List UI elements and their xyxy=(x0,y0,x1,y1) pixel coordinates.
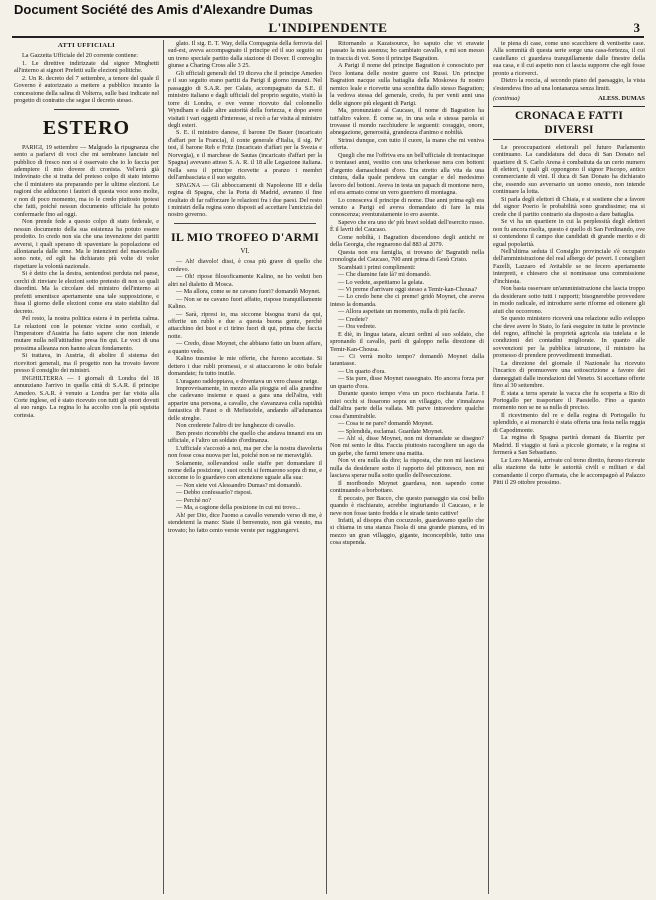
paragraph: Gli ufficiali generali del 19 diceva che il principe Amedeo e il suo seguito erano partiti da Parigi il giorno innanzi. Nel passaggio di S.A.R. per Calais, accompagnato da S.E. il ministro italiano e dagli ufficiali del proprio seguito, visitò la torre di Londra, e ove venne ricevuto dal colonnello Wyndham e dalle altre autorità della fortezza, e dopo avere visitati i vari oggetti d'interesse, si recò a far visita al ministro degli esteri. xyxy=(168,69,322,129)
author-name: ALESS. DUMAS xyxy=(598,95,645,103)
column-3 xyxy=(330,40,484,894)
divider xyxy=(54,109,119,110)
paragraph: Improvvisamente, in mezzo alla pioggia ed alla grandine che cadevano insieme e quasi a gara una dell'altra, vidi apparire una persona, a cavallo, che s'avanzava colla rapidità fantastica di Faust o di Mefistofele, andando all'adunanza delle streghe. xyxy=(168,385,322,422)
paragraph: Ma, pronunziato al Caucaso, il nome di Bagration ha tutt'altro valore. È come se, in una sola e stessa parola si trovasse il mondo racchiudere le seguenti: coraggio, onore, abnegazione, generosità, grandezza d'animo e nobiltà. xyxy=(330,107,484,137)
paragraph: Quegli che me l'offriva era un bell'ufficiale di trentacinque o trentasei anni, vestito con una tcherkesse nera con bottoni d'argento damaschinati d'oro. Era stretto alla vita da una cintura, dalla quale pendeva un cangiar e del medesimo lavoro del bottoni. Aveva in testa un papach di montone nero, ed era armato come un vero guerriero di montagna. xyxy=(330,151,484,197)
paragraph: Si è detto che la destra, sentendosi perduta nel paese, cerchi di rinviare le elezioni sotto pretesto di non so quali disordini. Ma la circolare del ministro dell'interno ai prefetti smentisce apertamente una tale supposizione, e fissa il giorno delle elezioni come era stato stabilito dal decreto. xyxy=(14,270,159,315)
continua-note: (continua) xyxy=(493,95,520,103)
paragraph: Le preoccupazioni elettorali pel futuro Parlamento continuano. La candidatura del duca di San Donato nel quartiere di S. Carlo Arena è combattuta da un certo numero di elettori, i quali gli oppongono il signor Piscopo, antico commerciante di vini. Il duca di San Donato ha dichiarato che, essendo suo avversario un uomo onesto, non intende continuare la lotta. xyxy=(493,143,645,196)
paragraph: Non basta osservare un'amministrazione che lascia troppo da desiderare sotto tutti i rapporti; bisognerebbe provvedere in modo radicale, ed introdurre serie riforme ed ottenere gli aiuti che occorrono. xyxy=(493,285,645,315)
dialogue-line: — Ah! diavolo! dissi, è cosa più grave di quello che credevo. xyxy=(168,258,322,273)
paragraph: Scambiati i primi complimenti: xyxy=(338,263,416,271)
dialogue-line: — Ma allora, come se ne cavano fuori? domandò Moynet. xyxy=(176,288,321,296)
divider xyxy=(174,223,316,224)
paragraph: — Credo, disse Moynet, che abbiano fatto un buon affare, a quanto vedo. xyxy=(168,340,322,355)
paragraph: Sapevo che era uno de' più bravi soldati dell'esercito russo. È il lavrit del Caucaso. xyxy=(330,218,484,234)
dialogue-line: — Sia pure, disse Moynet rassegnato. Ho ancora forza per un quarto d'ora. xyxy=(330,375,484,390)
dialogue-line: — Non se ne cavano fuori affatto, rispose tranquillamente Kalino. xyxy=(168,295,322,311)
header-rule xyxy=(12,36,644,38)
banner-title: Document Société des Amis d'Alexandre Dumas xyxy=(14,2,313,17)
paragraph: Se questo ministero riceverà una relazione sullo sviluppo che deve avere lo Stato, lo farà eseguire in tutte le provincie del regno, affinchè la proprietà agricola sia tutelata e le condizioni dei contadini migliorate. In quanto alle sovvenzioni per la pubblica istruzione, il ministro ha promesso di prendere provvedimenti immediati. xyxy=(493,315,645,360)
newspaper-title: L'INDIPENDENTE xyxy=(268,20,388,35)
paragraph: — Sarà, ripresi io, ma siccome bisogna trarsi da qui, offerite un rublo e due a questa buona gente, perchè attacchino dei buoi e ci tirino fuori di qui, prima che faccia notte. xyxy=(168,310,322,340)
paragraph: Ben presto riconobbi che quello che andava innanzi era un ufficiale, e l'altro un soldato d'ordinanza. xyxy=(168,429,322,445)
dialogue-line: — Cosa te ne pare? domandò Moynet. xyxy=(338,420,434,428)
signature-line xyxy=(493,95,645,102)
column-4 xyxy=(493,40,645,894)
paragraph: INGHILTERRA — I giornali di Londra del 18 annunziano l'arrivo in quella città di S.A.R. il principe Amedeo. S.A.R. è venuto a Londra per far visita alla Corte inglese, ed è stato ricevuto con tutti gli onori dovuti al suo rango. La regina lo ha accolto con la più squisita cortesia. xyxy=(14,374,159,419)
dialogue-line: — Ma, a cagione della posizione in cui mi trovo... xyxy=(176,504,301,512)
dialogue-line: — Debbo confessarlo? risposi. xyxy=(176,489,253,497)
section-heading-estero: ESTERO xyxy=(42,116,131,139)
page-number: 3 xyxy=(633,20,640,35)
dialogue-line: — Ora vedrete. xyxy=(338,323,377,331)
paragraph: Le Loro Maestà, arrivate col treno diretto, furono ricevute alla stazione da tutte le autorità civili e militari e dal comandante il corpo d'armata, che le accompagnò al Palazzo Pitti il 29 ottobre prossimo. xyxy=(493,456,645,487)
paragraph: glato. Il sig. E. T. Way, della Compagnia della ferrovia del sud-est, aveva accompagnato il principe ed il suo seguito su un treno speciale partito dalla stazione di Dover. Il convoglio giunse a Charing Cross alle 3 25. xyxy=(168,40,322,70)
dialogue-line: — Non siete voi Alessandro Dumas? mi domandò. xyxy=(176,481,302,489)
paragraph: Durante questo tempo v'era un poco rischiarata l'aria. I miei occhi si fissarono sopra un villaggio, che s'innalzava dall'altra parte della vallata. Mi parve intravedere qualche cosa d'ammirabile. xyxy=(330,390,484,420)
paragraph: Dietro la roccia, al secondo piano del paesaggio, la vista s'estendeva fino ad una lontananza senza limiti. xyxy=(493,77,645,92)
paragraph: L'ufficiale s'accostò a noi, ma per che la nostra diavoleria non fosse cosa nuova per lui, poiché non se ne meravigliò. xyxy=(168,444,322,460)
paragraph: S. E. il ministro danese, il barone De Bauer (incaricato d'affari per la Francia), il conte generale d'Italia, il sig. Pe' tesi, il barone Reh e Fritz (incaricato d'affari per la Svezia e Norvegia), e il marchese de Sautas (incaricato d'affari per la Spagna) avevano atteso S. A. R. il 18 alle Legazione italiana. Nella sera il principe ricevette a pranzo i membri dell'ambasciata e il suo seguito. xyxy=(168,129,322,182)
paragraph: PARIGI, 19 settembre — Malgrado la ripugnanza che sento a parlarvi di voci che mi sembrano lanciate nel pubblico di fresco non si è osservato che io lo faccia per adempiere il mio dovere di cronista. Vel'avrà già indovinato che si tratta del preteso colpo di stato interno che il ministero sta preparando per le ultime elezioni. Le ragioni che adducono i fautori di questa voce sono molte, e non di poco momento, ma io le credo piuttosto ipotesi che fatti, poiché nessun documento ufficiale ha potuto confermarle fino ad oggi. xyxy=(14,143,159,218)
paragraph: Infatti, al disopra d'un cocuzzolo, guardavamo quello che si chiama in una stanza l'isola di una grande pianura, ed in mezzo un gran villaggio, gigante, inconcepibile, tutto una cosa stupenda. xyxy=(330,517,484,547)
paragraph: SPAGNA — Gli abboccamenti di Napoleone III e della regina di Spagna, che la Porta di Madrid, avranno il fine risultato di far rafforzare le relazioni fra i due paesi. Del resto i ministri della regina sono disposti ad accettare l'amicizia del nostro governo. xyxy=(168,181,322,219)
dialogue-line: — Oh! ripose filosoficamente Kalino, ne ho veduti ben altri nel dialetto di Mosca. xyxy=(168,273,322,288)
paragraph: Non crederete l'altro di tre lunghezze di cavallo. xyxy=(176,422,295,430)
column-divider xyxy=(326,40,327,894)
dialogue-line: — Che diamine fate là? mi domandò. xyxy=(338,271,431,279)
paragraph: Solamente, sollevandosi sulle staffe per domandare il nome della posizione, i suoi occhi si fermarono sopra di me, e siccome io lo guardavo con attenzione uguale alla sua: xyxy=(168,459,322,482)
dialogue-line: — Perchè no? xyxy=(176,496,212,504)
paragraph: E diè, in lingua tatara, alcuni ordini al suo soldato, che spronando il cavallo, partì di galoppo nella direzione di Temir-Kan-Chousa. xyxy=(330,330,484,353)
dialogue-line: — Ci verrà molto tempo? domandò Moynet dalla tarantasse. xyxy=(330,353,484,368)
feuilleton-title: IL MIO TROFEO D'ARMI xyxy=(170,229,320,244)
paragraph: È peccato, per Bacco, che questo paesaggio sia così bello quando è rischiarato, acrebbe ingiuriando il Caucaso, e le neve non fosse tanto fredda e le strade tanto cattive! xyxy=(330,494,484,517)
paragraph: L'uragano raddoppiava, e diventava un vero chasse neige. xyxy=(176,377,319,385)
section-heading-atti-ufficiali: ATTI UFFICIALI xyxy=(57,42,116,49)
dialogue-line: — Un quarto d'ora. xyxy=(338,367,386,375)
dialogue-line: — Lo vedete, aspettiamo la gelata. xyxy=(338,278,425,286)
dialogue-line: — Credete? xyxy=(338,315,368,323)
paragraph: Ritornando a Kazatsource, ho saputo che vi eravate passato la mia assenza; ho cambiato cavallo, e mi son messo in traccia di voi. Sono il principe Bagration. xyxy=(330,40,484,62)
dialogue-line: — Splendida, esclamai. Guardate Moynet. xyxy=(338,427,444,435)
paragraph: Si trattava, in Austria, di abolire il sistema dei ricevitori generali, ma il progetto non ha trovato favore presso il consiglio dei ministri. xyxy=(14,352,159,375)
paragraph: Kalino trasmise le mie offerte, che furono accettate. Si dettero i due rubli promessi, e si attaccarono le otto bufale domandate; fu tutto inutile. xyxy=(168,355,322,378)
chapter-number: VI. xyxy=(240,246,250,255)
paragraph: A Parigi il nome del principe Bagration è conosciuto per l'eco lontana delle nostre guerre coi Russi. Un principe Bagration nacque sulla battaglia della Moskowa fu nostro nemico leale e ricevette una sconfitta dallo stesso Bagration; la vedova stessa del generale, credo, fu per venti anni una delle signore più eleganti di Parigi. xyxy=(330,62,484,107)
column-2 xyxy=(168,40,322,894)
paragraph: Questa non era famiglia, si trovano de' Bagratidi nella cronologia del Caucaso, 700 anni prima di Gesù Cristo. xyxy=(330,248,484,264)
paragraph: 2. Un R. decreto del 7 settembre, a tenore del quale il Governo è autorizzato a mettere a pubblico incanto la concessione della salina di Volterra, sulle basi indicate nel progetto di contratto che segue il decreto stesso. xyxy=(14,74,159,105)
paragraph: Lo conosceva il principe di nome. Due anni prima egli era venuto a Parigi ed aveva domandato di fare la mia conoscenza; sventuratamente io ero assente. xyxy=(330,196,484,219)
paragraph: Nell'ultima seduta il Consiglio provinciale s'è occupato dell'amministrazione del real albergo de' poveri. I consiglieri Fazelli, Lazzaro ed Avitabile se ne fecero apertamente interpreti, e chiesero che si nominasse una commissione d'inchiesta. xyxy=(493,247,645,285)
paragraph: te piena di case, come uno scacchiere di ventisette case. Alla sommità di questa serie sorge una casa-fortezza, il cui castellano ci guardava tranquillamente dalle finestre della sua casa, e il cui aspetto non ci lascia supporre che egli fosse pronto a riceverci. xyxy=(493,40,645,77)
paragraph: La direzione del giornale il Nazionale ha ricevuto l'incarico di promuovere una sottoscrizione a favore dei danneggiati dalle inondazioni del Veneto. Si accettano offerte fino al 30 settembre. xyxy=(493,359,645,390)
paragraph: La Gazzetta Ufficiale del 20 corrente contiene: xyxy=(22,52,139,60)
dialogue-line: — Vi preme d'arrivare oggi stesso a Temir-kan-Chousa? xyxy=(338,285,477,293)
paragraph: Si parla degli elettori di Chiaia, e si sostiene che a favore del signor Poerio le probabilità sono grandissime; ma si crede che il partito contrario sia disposto a dare battaglia. xyxy=(493,195,645,218)
paragraph: Come nobiltà, i Bagration discendono degli antichi re della Georgia, che regnarono dal 883 al 2079. xyxy=(330,233,484,249)
paragraph: Il moribondo Moynet guardava, non sapendo come continuando a borbottare. xyxy=(330,479,484,495)
paragraph: Non vi era nulla da dire; la risposta, che non mi lasciava nulla da desiderare sotto il rapporto del pittoresco, non mi lasciava sperar nulla sotto quello dell'esecuzione. xyxy=(330,457,484,480)
page-header xyxy=(12,20,644,36)
paragraph: Pel resto, la nostra politica estera è in perfetta calma. Le relazioni con le potenze vicine sono cordiali, e l'imperatore d'Austria ha fatto sapere che non intende mutare nulla nell'attitudine presa fin qui. Le voci di una prossima alleanza non hanno alcun fondamento. xyxy=(14,315,159,352)
paragraph: Il ricevimento del re e della regina di Portogallo fu splendido, e ai monarchi è stata offerta una festa nella reggia di Capodimonte. xyxy=(493,411,645,434)
paragraph: La regina di Spagna partirà domani da Biarritz per Madrid. Il viaggio si farà a piccole giornate, e la regina si fermerà a San Sebastiano. xyxy=(493,434,645,457)
paragraph: Ah! per Dio, dice l'uomo a cavallo venendo verso di me, è stendetemi la mano: Siate il benvenuto, non già venuto, ma trovato; ho fatto cento verste verste per raggiungervi. xyxy=(168,511,322,534)
column-divider xyxy=(163,40,164,894)
paragraph: Se vi ha un quartiere in cui la perplessità degli elettori non fu ancora risolta, questo è quello di San Ferdinando, ove si contendono il campo due candidati di grande merito e di egual popolarità. xyxy=(493,218,645,248)
dialogue-line: — Ah! sì, disse Moynet, non mi domandate se disegno? Non mi sento le dita. Faccia piuttosto raccogliere un ago da un garbe, che farmi tenere una matita. xyxy=(330,435,484,457)
paragraph: È stata a terra sperate la vacca che fu scoperta a Rio di Portogallo per trasportare il Paesiello. Fino a questo momento non se ne sa nulla di preciso. xyxy=(493,389,645,412)
section-heading-cronaca: CRONACA E FATTI DIVERSI xyxy=(493,106,645,140)
paragraph: Strinsi dunque, con tutto il cuore, la mano che mi veniva offerta. xyxy=(330,136,484,152)
column-divider xyxy=(488,40,489,894)
dialogue-line: — Allora aspettate un momento, nulla di più facile. xyxy=(338,308,466,316)
paragraph: Non prende fede a questo colpo di stato federale, e nessun documento della sua esistenza ha potuto essere prodotto. Io credo non sia che una invenzione dei partiti avversi, i quali sperano di spaventare la popolazione ed allontanarla dalle urne. Ma le intenzioni del maresciallo sono note, ed egli ha dichiarato più volte di voler rispettare la volontà nazionale. xyxy=(14,218,159,270)
dialogue-line: — Lo credo bene che ci preme! gridò Moynet, che aveva inteso la domanda. xyxy=(330,293,484,308)
paragraph: 1. Le direttive indirizzate dal signor Minghetti all'interno ai signori Prefetti sulle elezioni politiche. xyxy=(14,59,159,75)
column-1 xyxy=(14,40,159,894)
